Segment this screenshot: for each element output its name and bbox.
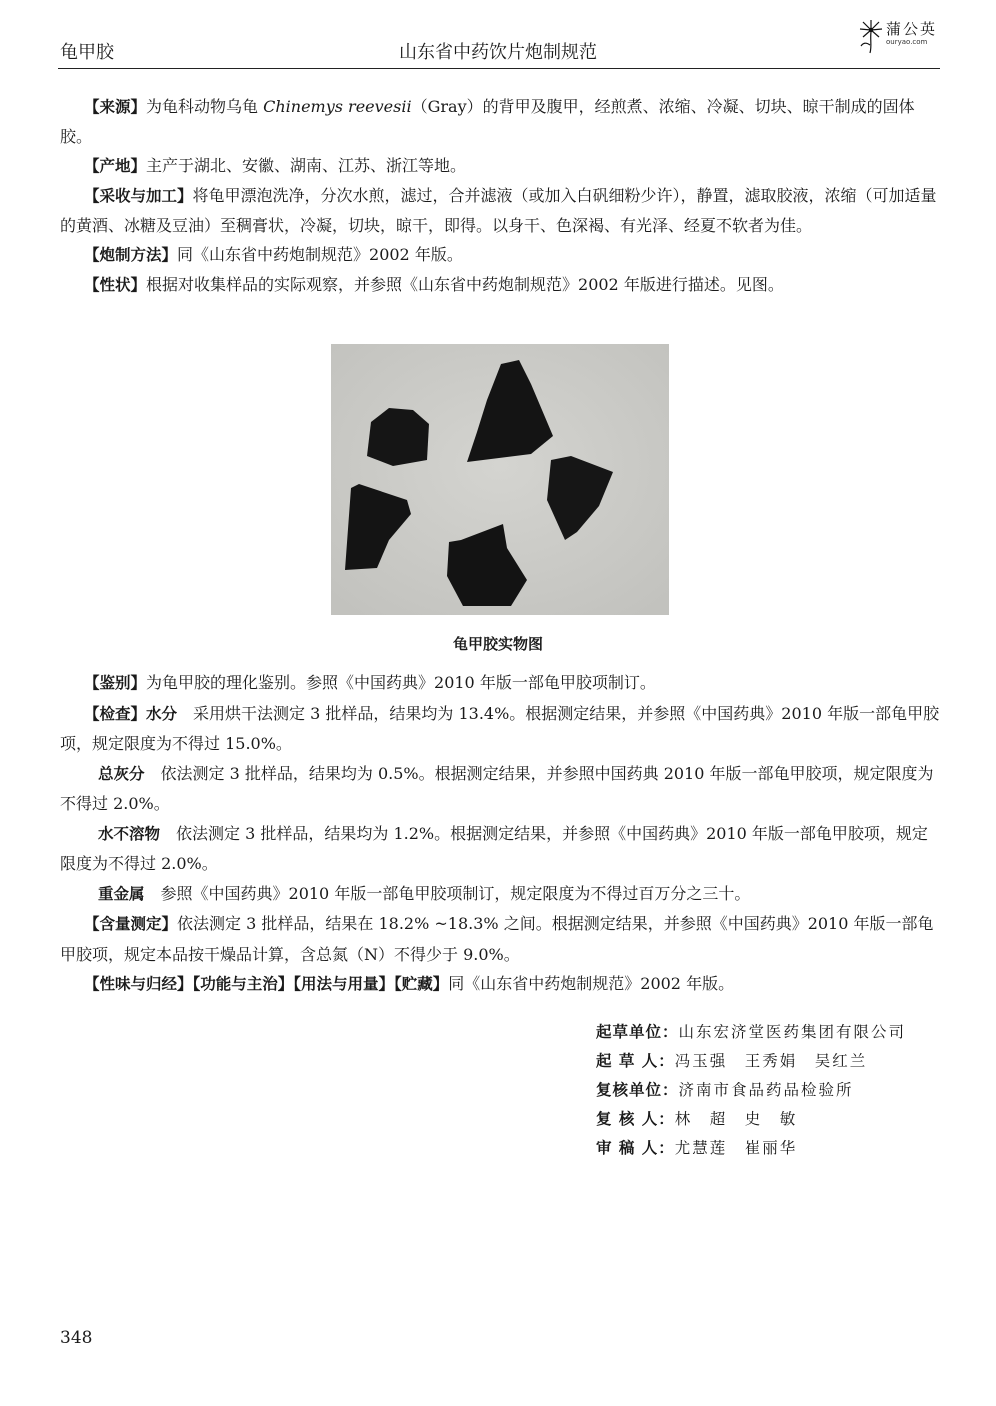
figure-caption: 龟甲胶实物图 bbox=[452, 635, 543, 653]
section-key: 【产地】 bbox=[84, 157, 147, 175]
credit-label: 起 草 人： bbox=[596, 1052, 675, 1070]
section-text: （Gray）的背甲及腹甲，经煎煮、浓缩、冷凝、切块、晾干制成的固体胶。 bbox=[60, 97, 915, 146]
section-text: 参照《中国药典》2010 年版一部龟甲胶项制订，规定限度为不得过百万分之三十。 bbox=[144, 883, 751, 903]
credit-value: 济南市食品药品检验所 bbox=[678, 1081, 854, 1099]
paragraph-processing bbox=[60, 240, 940, 270]
paragraph-identification bbox=[60, 668, 940, 699]
credit-label: 复核单位： bbox=[596, 1081, 679, 1099]
running-head-book-title: 山东省中药饮片炮制规范 bbox=[399, 42, 597, 63]
section-text: 采用烘干法测定 3 批样品，结果均为 13.4%。根据测定结果，并参照《中国药典》2010 年版一部龟甲胶项，规定限度为不得过 15.0%。 bbox=[60, 703, 940, 753]
latin-name: Chinemys reevesii bbox=[263, 97, 412, 116]
section-key: 【性状】 bbox=[84, 276, 147, 294]
specimen-photo bbox=[331, 344, 669, 615]
paragraph-harvest bbox=[60, 181, 940, 240]
paragraph-origin bbox=[60, 151, 940, 181]
credit-label: 审 稿 人： bbox=[596, 1139, 675, 1157]
section-key: 【来源】 bbox=[84, 98, 147, 116]
logo-url: ouryao.com bbox=[886, 38, 928, 46]
section-text: 主产于湖北、安徽、湖南、江苏、浙江等地。 bbox=[146, 156, 467, 175]
section-text: 为龟科动物乌龟 bbox=[146, 97, 264, 116]
credit-row bbox=[596, 1018, 906, 1047]
running-head-title: 龟甲胶 bbox=[60, 42, 114, 63]
section-key: 【性味与归经】【功能与主治】【用法与用量】【贮藏】 bbox=[84, 975, 449, 993]
section-key: 【检查】水分 bbox=[84, 704, 178, 723]
credit-row bbox=[596, 1105, 906, 1134]
site-logo bbox=[858, 16, 948, 56]
section-text: 依法测定 3 批样品，结果在 18.2% ~18.3% 之间。根据测定结果，并参照《中国药典》2010 年版一部龟甲胶项，规定本品按干燥品计算，含总氮（N）不得少于 9.0%。 bbox=[60, 914, 934, 964]
section-text: 为龟甲胶的理化鉴别。参照《中国药典》2010 年版一部龟甲胶项制订。 bbox=[146, 673, 656, 692]
section-key: 总灰分 bbox=[98, 764, 145, 783]
credit-value: 尤慧莲 崔丽华 bbox=[674, 1139, 798, 1157]
paragraph-moisture bbox=[60, 699, 940, 759]
main-text-top bbox=[60, 92, 940, 300]
credit-value: 林 超 史 敏 bbox=[674, 1110, 798, 1128]
credit-row bbox=[596, 1134, 906, 1163]
paragraph-misc bbox=[60, 969, 940, 1000]
credit-label: 复 核 人： bbox=[596, 1110, 675, 1128]
section-text: 依法测定 3 批样品，结果均为 0.5%。根据测定结果，并参照中国药典 2010 年版一部龟甲胶项，规定限度为不得过 2.0%。 bbox=[60, 763, 934, 813]
credit-value: 山东宏济堂医药集团有限公司 bbox=[678, 1023, 907, 1041]
paragraph-description bbox=[60, 270, 940, 300]
paragraph-assay bbox=[60, 909, 940, 969]
main-text-bottom bbox=[60, 668, 940, 1000]
section-text: 同《山东省中药炮制规范》2002 年版。 bbox=[177, 245, 463, 264]
paragraph-insoluble bbox=[60, 819, 940, 879]
credits-block bbox=[596, 1018, 906, 1163]
credit-value: 冯玉强 王秀娟 吴红兰 bbox=[674, 1052, 868, 1070]
section-key: 【含量测定】 bbox=[84, 915, 178, 933]
section-key: 【鉴别】 bbox=[84, 674, 147, 692]
section-text: 同《山东省中药炮制规范》2002 年版。 bbox=[448, 974, 735, 993]
header-rule bbox=[58, 68, 940, 69]
dandelion-icon bbox=[858, 18, 884, 54]
paragraph-total-ash bbox=[60, 759, 940, 819]
logo-wordmark: 蒲公英 bbox=[886, 20, 938, 38]
credit-row bbox=[596, 1076, 906, 1105]
paragraph-source bbox=[60, 92, 940, 151]
paragraph-heavy-metal bbox=[60, 879, 940, 910]
credit-label: 起草单位： bbox=[596, 1023, 679, 1041]
section-key: 【采收与加工】 bbox=[84, 187, 193, 205]
credit-row bbox=[596, 1047, 906, 1076]
section-key: 水不溶物 bbox=[98, 824, 161, 843]
section-text: 依法测定 3 批样品，结果均为 1.2%。根据测定结果，并参照《中国药典》2010 年版一部龟甲胶项，规定限度为不得过 2.0%。 bbox=[60, 823, 928, 873]
section-text: 将龟甲漂泡洗净，分次水煎，滤过，合并滤液（或加入白矾细粉少许），静置，滤取胶液，浓缩（可加适量的黄酒、冰糖及豆油）至稠膏状，冷凝，切块，晾干，即得。以身干、色深褐、有光泽、经夏不软者为佳。 bbox=[60, 186, 937, 235]
section-text: 根据对收集样品的实际观察，并参照《山东省中药炮制规范》2002 年版进行描述。见图。 bbox=[146, 275, 784, 294]
page-number: 348 bbox=[60, 1328, 93, 1348]
section-key: 【炮制方法】 bbox=[84, 246, 178, 264]
section-key: 重金属 bbox=[98, 884, 145, 903]
